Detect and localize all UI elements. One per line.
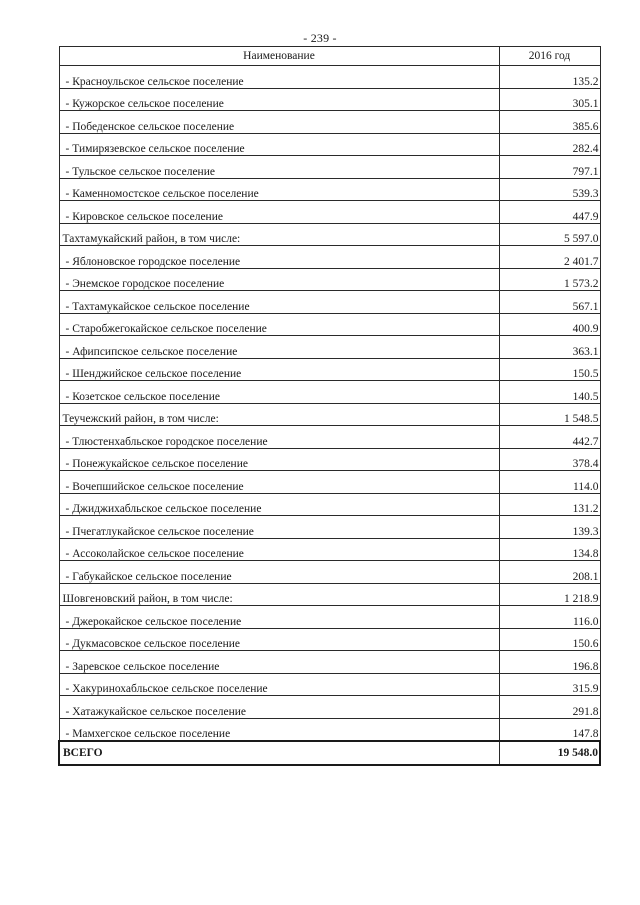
table-row — [59, 561, 600, 584]
settlement-name: - Пчегатлукайское сельское поселение — [59, 516, 499, 539]
table-row — [59, 133, 600, 156]
page-number: - 239 - — [303, 31, 337, 45]
amount-2016: 131.2 — [499, 493, 600, 516]
table-row — [59, 156, 600, 179]
table-row — [59, 673, 600, 696]
amount-2016: 2 401.7 — [499, 246, 600, 269]
settlement-name: - Ассоколайское сельское поселение — [59, 538, 499, 561]
settlement-name: - Кужорское сельское поселение — [59, 88, 499, 111]
amount-2016: 305.1 — [499, 88, 600, 111]
table-row — [59, 111, 600, 134]
settlement-name: - Афипсипское сельское поселение — [59, 336, 499, 359]
amount-2016: 385.6 — [499, 111, 600, 134]
settlement-name: - Понежукайское сельское поселение — [59, 448, 499, 471]
table-row — [59, 358, 600, 381]
settlement-name: - Хатажукайское сельское поселение — [59, 696, 499, 719]
settlement-name: - Козетское сельское поселение — [59, 381, 499, 404]
amount-2016: 282.4 — [499, 133, 600, 156]
amount-2016: 363.1 — [499, 336, 600, 359]
table-row — [59, 313, 600, 336]
settlement-name: - Габукайское сельское поселение — [59, 561, 499, 584]
settlement-name: - Энемское городское поселение — [59, 268, 499, 291]
amount-2016: 5 597.0 — [499, 223, 600, 246]
amount-2016: 567.1 — [499, 291, 600, 314]
column-header-year: 2016 год — [499, 47, 600, 66]
settlement-name: - Тимирязевское сельское поселение — [59, 133, 499, 156]
column-header-name: Наименование — [59, 47, 499, 66]
amount-2016: 134.8 — [499, 538, 600, 561]
amount-2016: 147.8 — [499, 718, 600, 741]
district-row — [59, 583, 600, 606]
district-row — [59, 223, 600, 246]
settlement-name: - Дукмасовское сельское поселение — [59, 628, 499, 651]
amount-2016: 140.5 — [499, 381, 600, 404]
settlement-name: - Тульское сельское поселение — [59, 156, 499, 179]
amount-2016: 1 573.2 — [499, 268, 600, 291]
amount-2016: 150.6 — [499, 628, 600, 651]
settlement-name: - Каменномостское сельское поселение — [59, 178, 499, 201]
table-row — [59, 471, 600, 494]
settlement-name: - Хакуринохабльское сельское поселение — [59, 673, 499, 696]
amount-2016: 135.2 — [499, 66, 600, 89]
table-row — [59, 448, 600, 471]
amount-2016: 114.0 — [499, 471, 600, 494]
table-row — [59, 201, 600, 224]
settlement-name: - Старобжегокайское сельское поселение — [59, 313, 499, 336]
settlement-name: - Победенское сельское поселение — [59, 111, 499, 134]
table-row — [59, 606, 600, 629]
amount-2016: 447.9 — [499, 201, 600, 224]
settlement-name: - Джиджихабльское сельское поселение — [59, 493, 499, 516]
amount-2016: 315.9 — [499, 673, 600, 696]
table-row — [59, 246, 600, 269]
district-name: Тахтамукайский район, в том числе: — [59, 223, 499, 246]
amount-2016: 539.3 — [499, 178, 600, 201]
table-row — [59, 538, 600, 561]
table-body — [59, 66, 600, 766]
amount-2016: 291.8 — [499, 696, 600, 719]
settlement-name: - Джерокайское сельское поселение — [59, 606, 499, 629]
settlement-name: - Мамхегское сельское поселение — [59, 718, 499, 741]
table-row — [59, 268, 600, 291]
amount-2016: 196.8 — [499, 651, 600, 674]
settlement-name: - Шенджийское сельское поселение — [59, 358, 499, 381]
settlement-name: - Яблоновское городское поселение — [59, 246, 499, 269]
total-row — [59, 741, 600, 765]
table-row — [59, 516, 600, 539]
table-row — [59, 336, 600, 359]
table-row — [59, 696, 600, 719]
amount-2016: 797.1 — [499, 156, 600, 179]
district-row — [59, 403, 600, 426]
district-name: Теучежский район, в том числе: — [59, 403, 499, 426]
amount-2016: 378.4 — [499, 448, 600, 471]
amount-2016: 1 218.9 — [499, 583, 600, 606]
amount-2016: 442.7 — [499, 426, 600, 449]
settlement-name: - Вочепшийское сельское поселение — [59, 471, 499, 494]
budget-table — [58, 46, 601, 766]
total-value: 19 548.0 — [499, 741, 600, 765]
district-name: Шовгеновский район, в том числе: — [59, 583, 499, 606]
amount-2016: 208.1 — [499, 561, 600, 584]
amount-2016: 116.0 — [499, 606, 600, 629]
table-row — [59, 381, 600, 404]
settlement-name: - Тлюстенхабльское городское поселение — [59, 426, 499, 449]
table-header-row — [59, 47, 600, 66]
amount-2016: 150.5 — [499, 358, 600, 381]
table-row — [59, 426, 600, 449]
amount-2016: 1 548.5 — [499, 403, 600, 426]
settlement-name: - Красноульское сельское поселение — [59, 66, 499, 89]
table-row — [59, 178, 600, 201]
settlement-name: - Тахтамукайское сельское поселение — [59, 291, 499, 314]
table-row — [59, 628, 600, 651]
table-row — [59, 493, 600, 516]
table-row — [59, 88, 600, 111]
table-row — [59, 651, 600, 674]
settlement-name: - Кировское сельское поселение — [59, 201, 499, 224]
settlement-name: - Заревское сельское поселение — [59, 651, 499, 674]
amount-2016: 400.9 — [499, 313, 600, 336]
table-row — [59, 66, 600, 89]
total-label: ВСЕГО — [59, 741, 499, 765]
table-row — [59, 718, 600, 741]
amount-2016: 139.3 — [499, 516, 600, 539]
table-row — [59, 291, 600, 314]
